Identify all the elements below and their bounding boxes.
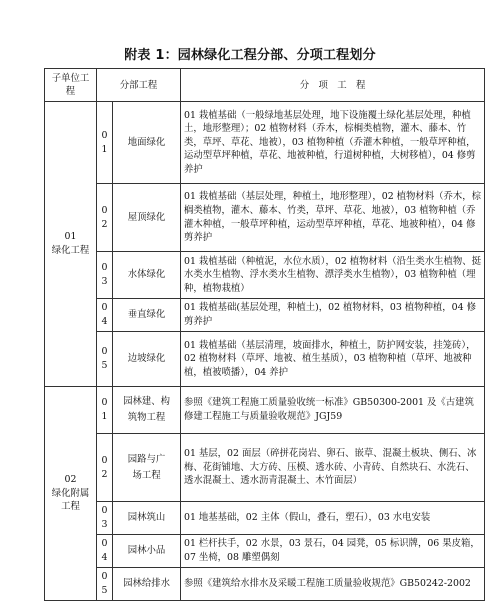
division-number: 0 4: [97, 535, 113, 568]
subitem-cell: 01 地基基础，02 主体（假山，叠石，塑石），03 水电安装: [181, 502, 485, 535]
division-number: 0 1: [97, 102, 113, 184]
page-title: 附表 1：园林绿化工程分部、分项工程划分: [124, 48, 376, 63]
table-row: [45, 568, 485, 601]
division-name: 屋顶绿化: [113, 184, 181, 252]
table-header-row: [45, 69, 485, 102]
table-row: [45, 184, 485, 252]
subitem-cell: 01 栽植基础（基层清理，坡面排水，种植土，防护网安装，挂笼砖），02 植物材料（草坪、地被、植生基质），03 植物种植（草坪、地被种植，植被喷播），04 养护: [181, 332, 485, 387]
division-number: 0 2: [97, 434, 113, 502]
subitem-cell: 01 基层，02 面层（碎拼花岗岩、卵石、嵌草、混凝土板块、侧石、冰梅、花街铺地、大方砖、压模、透水砖、小青砖、自然块石、水洗石、透水混凝土、透水沥青混凝土、木竹面层）: [181, 434, 485, 502]
division-number: 0 4: [97, 299, 113, 332]
header-division: 分部工程: [97, 69, 181, 102]
subitem-cell: 参照《建筑给水排水及采暖工程施工质量验收规范》GB50242-2002: [181, 568, 485, 601]
division-name: 园路与广 场工程: [113, 434, 181, 502]
division-name: 地面绿化: [113, 102, 181, 184]
table-row: [45, 299, 485, 332]
division-name: 园林建、构 筑物工程: [113, 387, 181, 434]
header-unit: 子单位工 程: [45, 69, 97, 102]
unit-cell-greening: 01 绿化工程: [45, 102, 97, 387]
division-table: [44, 68, 485, 601]
unit-cell-ancillary: 02 绿化附属 工程: [45, 387, 97, 601]
subitem-cell: 01 栏杆扶手，02 水景，03 景石，04 园凳，05 标识牌，06 果皮箱，07 坐椅，08 雕塑偶刻: [181, 535, 485, 568]
division-name: 垂直绿化: [113, 299, 181, 332]
division-number: 0 5: [97, 332, 113, 387]
division-number: 0 3: [97, 252, 113, 299]
division-number: 0 5: [97, 568, 113, 601]
table-row: [45, 387, 485, 434]
subitem-cell: 01 栽植基础（一般绿地基层处理，地下设施覆土绿化基层处理，种植土，地形整理）；02 植物材料（乔木，棕榈类植物，灌木、藤本、竹类，草坪、草花、地被），03 植物种植（乔灌木种植，一般草坪种植，运动型草坪种植，草花、地被种植，行道树种植，大树移植），04 修剪养护: [181, 102, 485, 184]
subitem-cell: 01 栽植基础(基层处理，种植土)，02 植物材料，03 植物种植，04 修剪养护: [181, 299, 485, 332]
table-row: [45, 502, 485, 535]
subitem-cell: 参照《建筑工程施工质量验收统一标准》GB50300-2001 及《古建筑修建工程施工与质量验收规范》JGJ59: [181, 387, 485, 434]
division-name: 水体绿化: [113, 252, 181, 299]
table-row: [45, 102, 485, 184]
division-name: 园林小品: [113, 535, 181, 568]
division-name: 边坡绿化: [113, 332, 181, 387]
division-number: 0 2: [97, 184, 113, 252]
division-number: 0 3: [97, 502, 113, 535]
subitem-cell: 01 栽植基础（基层处理，种植土，地形整理），02 植物材料（乔木，棕榈类植物，灌木、藤本、竹类，草坪、草花、地被），03 植物种植（乔灌木种植，一般草坪种植，运动型草坪种植，草花、地被种植），04 修剪养护: [181, 184, 485, 252]
table-row: [45, 332, 485, 387]
table-row: [45, 252, 485, 299]
table-row: [45, 434, 485, 502]
table-row: [45, 535, 485, 568]
header-items: 分 项 工 程: [181, 69, 485, 102]
subitem-cell: 01 栽植基础（种植泥，水位水质），02 植物材料（沿生类水生植物、挺水类水生植物、浮水类水生植物、漂浮类水生植物），03 植物种植（埋种，植物栽植）: [181, 252, 485, 299]
division-number: 0 1: [97, 387, 113, 434]
division-name: 园林给排水: [113, 568, 181, 601]
division-name: 园林筑山: [113, 502, 181, 535]
